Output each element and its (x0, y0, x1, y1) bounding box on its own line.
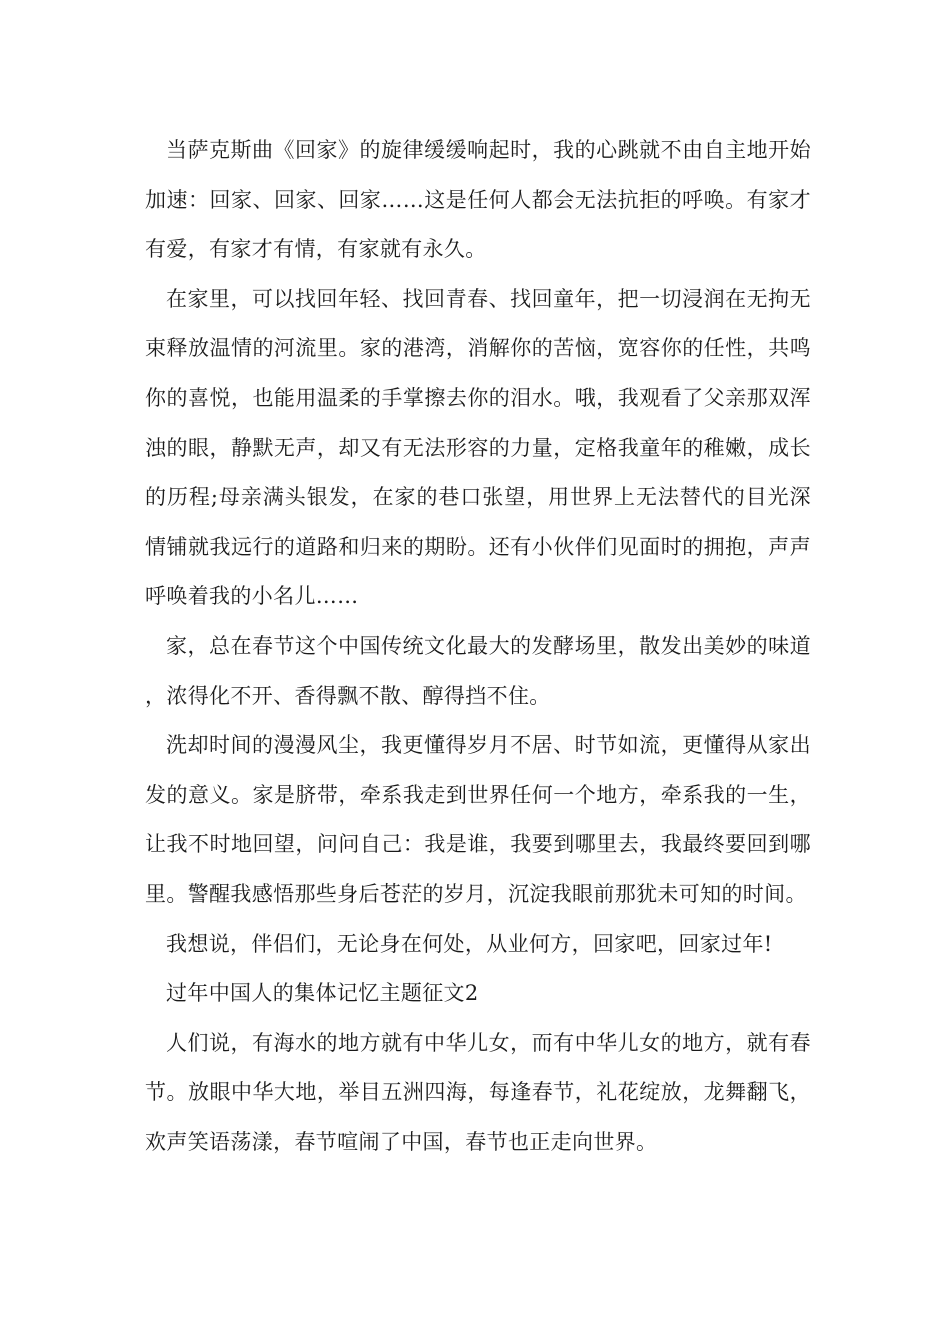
paragraph-4: 洗却时间的漫漫风尘，我更懂得岁月不居、时节如流，更懂得从家出发的意义。家是脐带，牵系我走到世界任何一个地方，牵系我的一生，让我不时地回望，问问自己：我是谁，我要到哪里去，我最终要回到哪里。警醒我感悟那些身后苍茫的岁月，沉淀我眼前那犹未可知的时间。 (145, 733, 811, 906)
document-body (145, 126, 811, 1167)
paragraph-5: 我想说，伴侣们，无论身在何处，从业何方，回家吧，回家过年! (166, 931, 773, 956)
paragraph-1: 当萨克斯曲《回家》的旋律缓缓响起时，我的心跳就不由自主地开始加速：回家、回家、回家……这是任何人都会无法抗拒的呼唤。有家才有爱，有家才有情，有家就有永久。 (145, 138, 811, 262)
paragraph-2: 在家里，可以找回年轻、找回青春、找回童年，把一切浸润在无拘无束释放温情的河流里。家的港湾，消解你的苦恼，宽容你的任性，共鸣你的喜悦，也能用温柔的手掌擦去你的泪水。哦，我观看了父亲那双浑浊的眼，静默无声，却又有无法形容的力量，定格我童年的稚嫩，成长的历程;母亲满头银发，在家的巷口张望，用世界上无法替代的目光深情铺就我远行的道路和归来的期盼。还有小伙伴们见面时的拥抱，声声呼唤着我的小名儿…… (145, 286, 811, 609)
section-heading: 过年中国人的集体记忆主题征文2 (166, 981, 479, 1006)
paragraph-3: 家，总在春节这个中国传统文化最大的发酵场里，散发出美妙的味道，浓得化不开、香得飘不散、醇得挡不住。 (145, 633, 811, 708)
paragraph-6: 人们说，有海水的地方就有中华儿女，而有中华儿女的地方，就有春节。放眼中华大地，举目五洲四海，每逢春节，礼花绽放，龙舞翻飞，欢声笑语荡漾，春节喧闹了中国，春节也正走向世界。 (145, 1030, 811, 1154)
